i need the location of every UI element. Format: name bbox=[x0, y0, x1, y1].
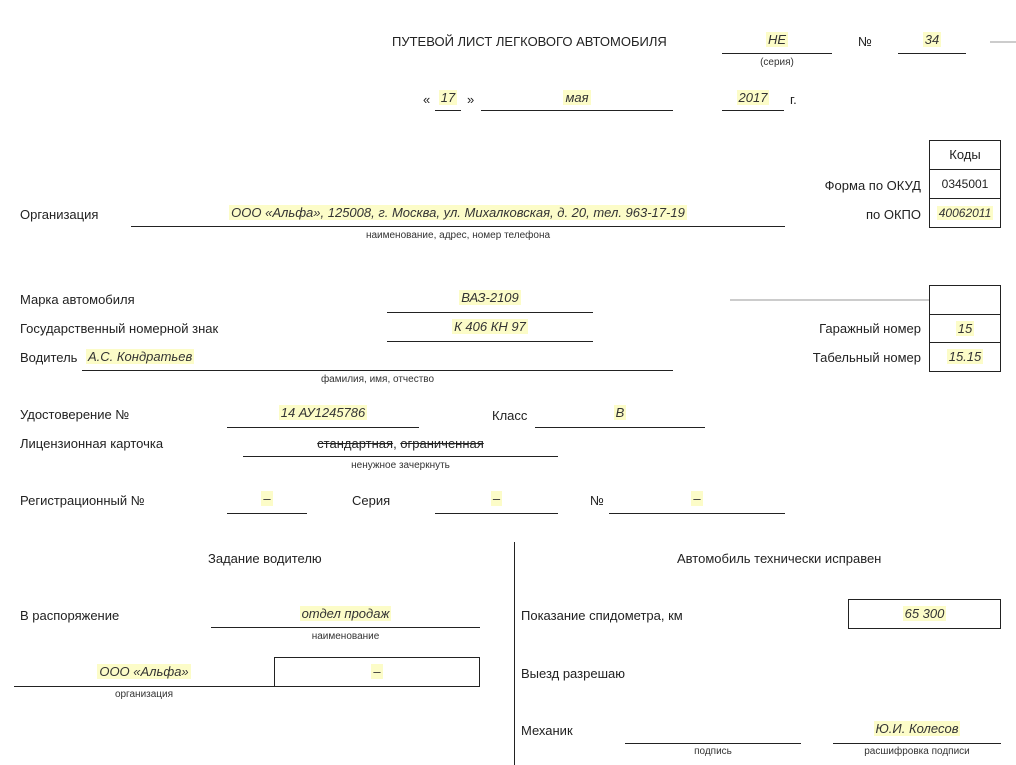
okud-cell bbox=[929, 169, 1001, 199]
disposal-value: отдел продаж bbox=[301, 606, 390, 621]
year-value: 2017 bbox=[738, 90, 768, 105]
task-org-field bbox=[14, 664, 274, 680]
organization-field bbox=[131, 205, 785, 221]
date-open-quote: « bbox=[423, 92, 431, 107]
garage-value: 15 bbox=[957, 321, 973, 336]
plate-value: К 406 КН 97 bbox=[454, 319, 526, 334]
card-option-limited: ограниченная bbox=[400, 436, 484, 451]
decoding-caption: расшифровка подписи bbox=[864, 746, 970, 757]
disposal-underline bbox=[211, 627, 480, 628]
okpo-label: по ОКПО bbox=[865, 207, 921, 222]
brand-underline bbox=[387, 312, 593, 313]
section-divider bbox=[514, 542, 515, 765]
series-field bbox=[722, 32, 832, 48]
mechanic-value: Ю.И. Колесов bbox=[875, 721, 959, 736]
registration-field bbox=[227, 491, 307, 507]
mechanic-underline bbox=[833, 743, 1001, 744]
tech-title: Автомобиль технически исправен bbox=[677, 551, 882, 566]
day-underline bbox=[435, 110, 461, 111]
task-org-caption: организация bbox=[114, 689, 174, 700]
plate-field bbox=[387, 319, 593, 335]
exit-label: Выезд разрешаю bbox=[521, 666, 625, 681]
disposal-label: В распоряжение bbox=[20, 608, 120, 623]
license-label: Удостоверение № bbox=[20, 407, 130, 422]
vehicle-divider bbox=[730, 299, 929, 301]
garage-blank-cell bbox=[929, 285, 1001, 315]
brand-field bbox=[387, 290, 593, 306]
signature-caption: подпись bbox=[694, 746, 732, 757]
tabel-label: Табельный номер bbox=[812, 350, 921, 365]
organization-caption: наименование, адрес, номер телефона bbox=[365, 230, 551, 241]
disposal-field bbox=[211, 606, 480, 622]
year-underline bbox=[722, 110, 784, 111]
tabel-value: 15.15 bbox=[948, 349, 982, 364]
plate-underline bbox=[387, 341, 593, 342]
task-org-extra-cell bbox=[274, 657, 480, 687]
task-org-value: ООО «Альфа» bbox=[99, 664, 189, 679]
form-title: ПУТЕВОЙ ЛИСТ ЛЕГКОВОГО АВТОМОБИЛЯ bbox=[392, 34, 667, 49]
tabel-cell bbox=[929, 342, 1001, 372]
card-separator: , bbox=[393, 436, 401, 451]
number-field bbox=[898, 32, 966, 48]
class-label: Класс bbox=[492, 408, 528, 423]
month-field bbox=[481, 90, 673, 106]
year-field bbox=[722, 90, 784, 106]
task-org-extra-value: – bbox=[373, 664, 381, 679]
number-label: № bbox=[858, 34, 872, 49]
registration-series-underline bbox=[435, 513, 558, 514]
organization-label: Организация bbox=[20, 207, 99, 222]
okpo-cell bbox=[929, 198, 1001, 228]
month-underline bbox=[481, 110, 673, 111]
speedometer-value: 65 300 bbox=[904, 606, 945, 621]
mechanic-label: Механик bbox=[521, 723, 573, 738]
series-caption: (серия) bbox=[760, 57, 794, 68]
registration-number-label: № bbox=[590, 493, 604, 508]
plate-label: Государственный номерной знак bbox=[20, 321, 219, 336]
card-caption: ненужное зачеркнуть bbox=[351, 460, 450, 471]
number-underline bbox=[898, 53, 966, 54]
series-underline bbox=[722, 53, 832, 54]
brand-label: Марка автомобиля bbox=[20, 292, 135, 307]
codes-header: Коды bbox=[949, 147, 981, 162]
speedometer-label: Показание спидометра, км bbox=[521, 608, 683, 623]
registration-underline bbox=[227, 513, 307, 514]
okpo-value: 40062011 bbox=[938, 206, 992, 220]
registration-series-value: – bbox=[492, 491, 501, 506]
number-value: 34 bbox=[924, 32, 940, 47]
card-field bbox=[243, 436, 558, 451]
speedometer-cell bbox=[848, 599, 1001, 629]
registration-label: Регистрационный № bbox=[20, 493, 145, 508]
task-org-underline bbox=[14, 686, 274, 687]
organization-underline bbox=[131, 226, 785, 227]
driver-field bbox=[86, 349, 194, 365]
okud-label: Форма по ОКУД bbox=[824, 178, 921, 193]
organization-value: ООО «Альфа», 125008, г. Москва, ул. Михалковская, д. 20, тел. 963-17-19 bbox=[231, 205, 685, 220]
mechanic-field bbox=[833, 721, 1001, 737]
class-field bbox=[535, 405, 705, 421]
card-underline bbox=[243, 456, 558, 457]
brand-value: ВАЗ-2109 bbox=[461, 290, 519, 305]
card-option-standard: стандартная bbox=[317, 436, 394, 451]
disposal-caption: наименование bbox=[311, 631, 380, 642]
signature-underline bbox=[625, 743, 801, 744]
registration-series-field bbox=[435, 491, 558, 507]
class-value: В bbox=[615, 405, 625, 420]
codes-header-cell bbox=[929, 140, 1001, 170]
task-title: Задание водителю bbox=[208, 551, 322, 566]
card-label: Лицензионная карточка bbox=[20, 436, 164, 451]
series-value: НЕ bbox=[767, 32, 787, 47]
garage-label: Гаражный номер bbox=[819, 321, 921, 336]
license-field bbox=[227, 405, 419, 421]
driver-caption: фамилия, имя, отчество bbox=[320, 374, 435, 385]
year-suffix: г. bbox=[790, 92, 797, 107]
registration-number-underline bbox=[609, 513, 785, 514]
date-close-quote: » bbox=[467, 92, 475, 107]
garage-cell bbox=[929, 314, 1001, 343]
okud-value: 0345001 bbox=[941, 177, 989, 191]
day-value: 17 bbox=[440, 90, 456, 105]
registration-value: – bbox=[263, 491, 271, 506]
registration-number-field bbox=[609, 491, 785, 507]
registration-number-value: – bbox=[693, 491, 701, 506]
license-value: 14 АУ1245786 bbox=[280, 405, 366, 420]
driver-underline bbox=[82, 370, 673, 371]
edge-divider bbox=[990, 41, 1016, 43]
day-field bbox=[435, 90, 461, 106]
driver-label: Водитель bbox=[20, 350, 78, 365]
registration-series-label: Серия bbox=[352, 493, 391, 508]
driver-value: А.С. Кондратьев bbox=[88, 349, 193, 364]
license-underline bbox=[227, 427, 419, 428]
month-value: мая bbox=[565, 90, 589, 105]
class-underline bbox=[535, 427, 705, 428]
